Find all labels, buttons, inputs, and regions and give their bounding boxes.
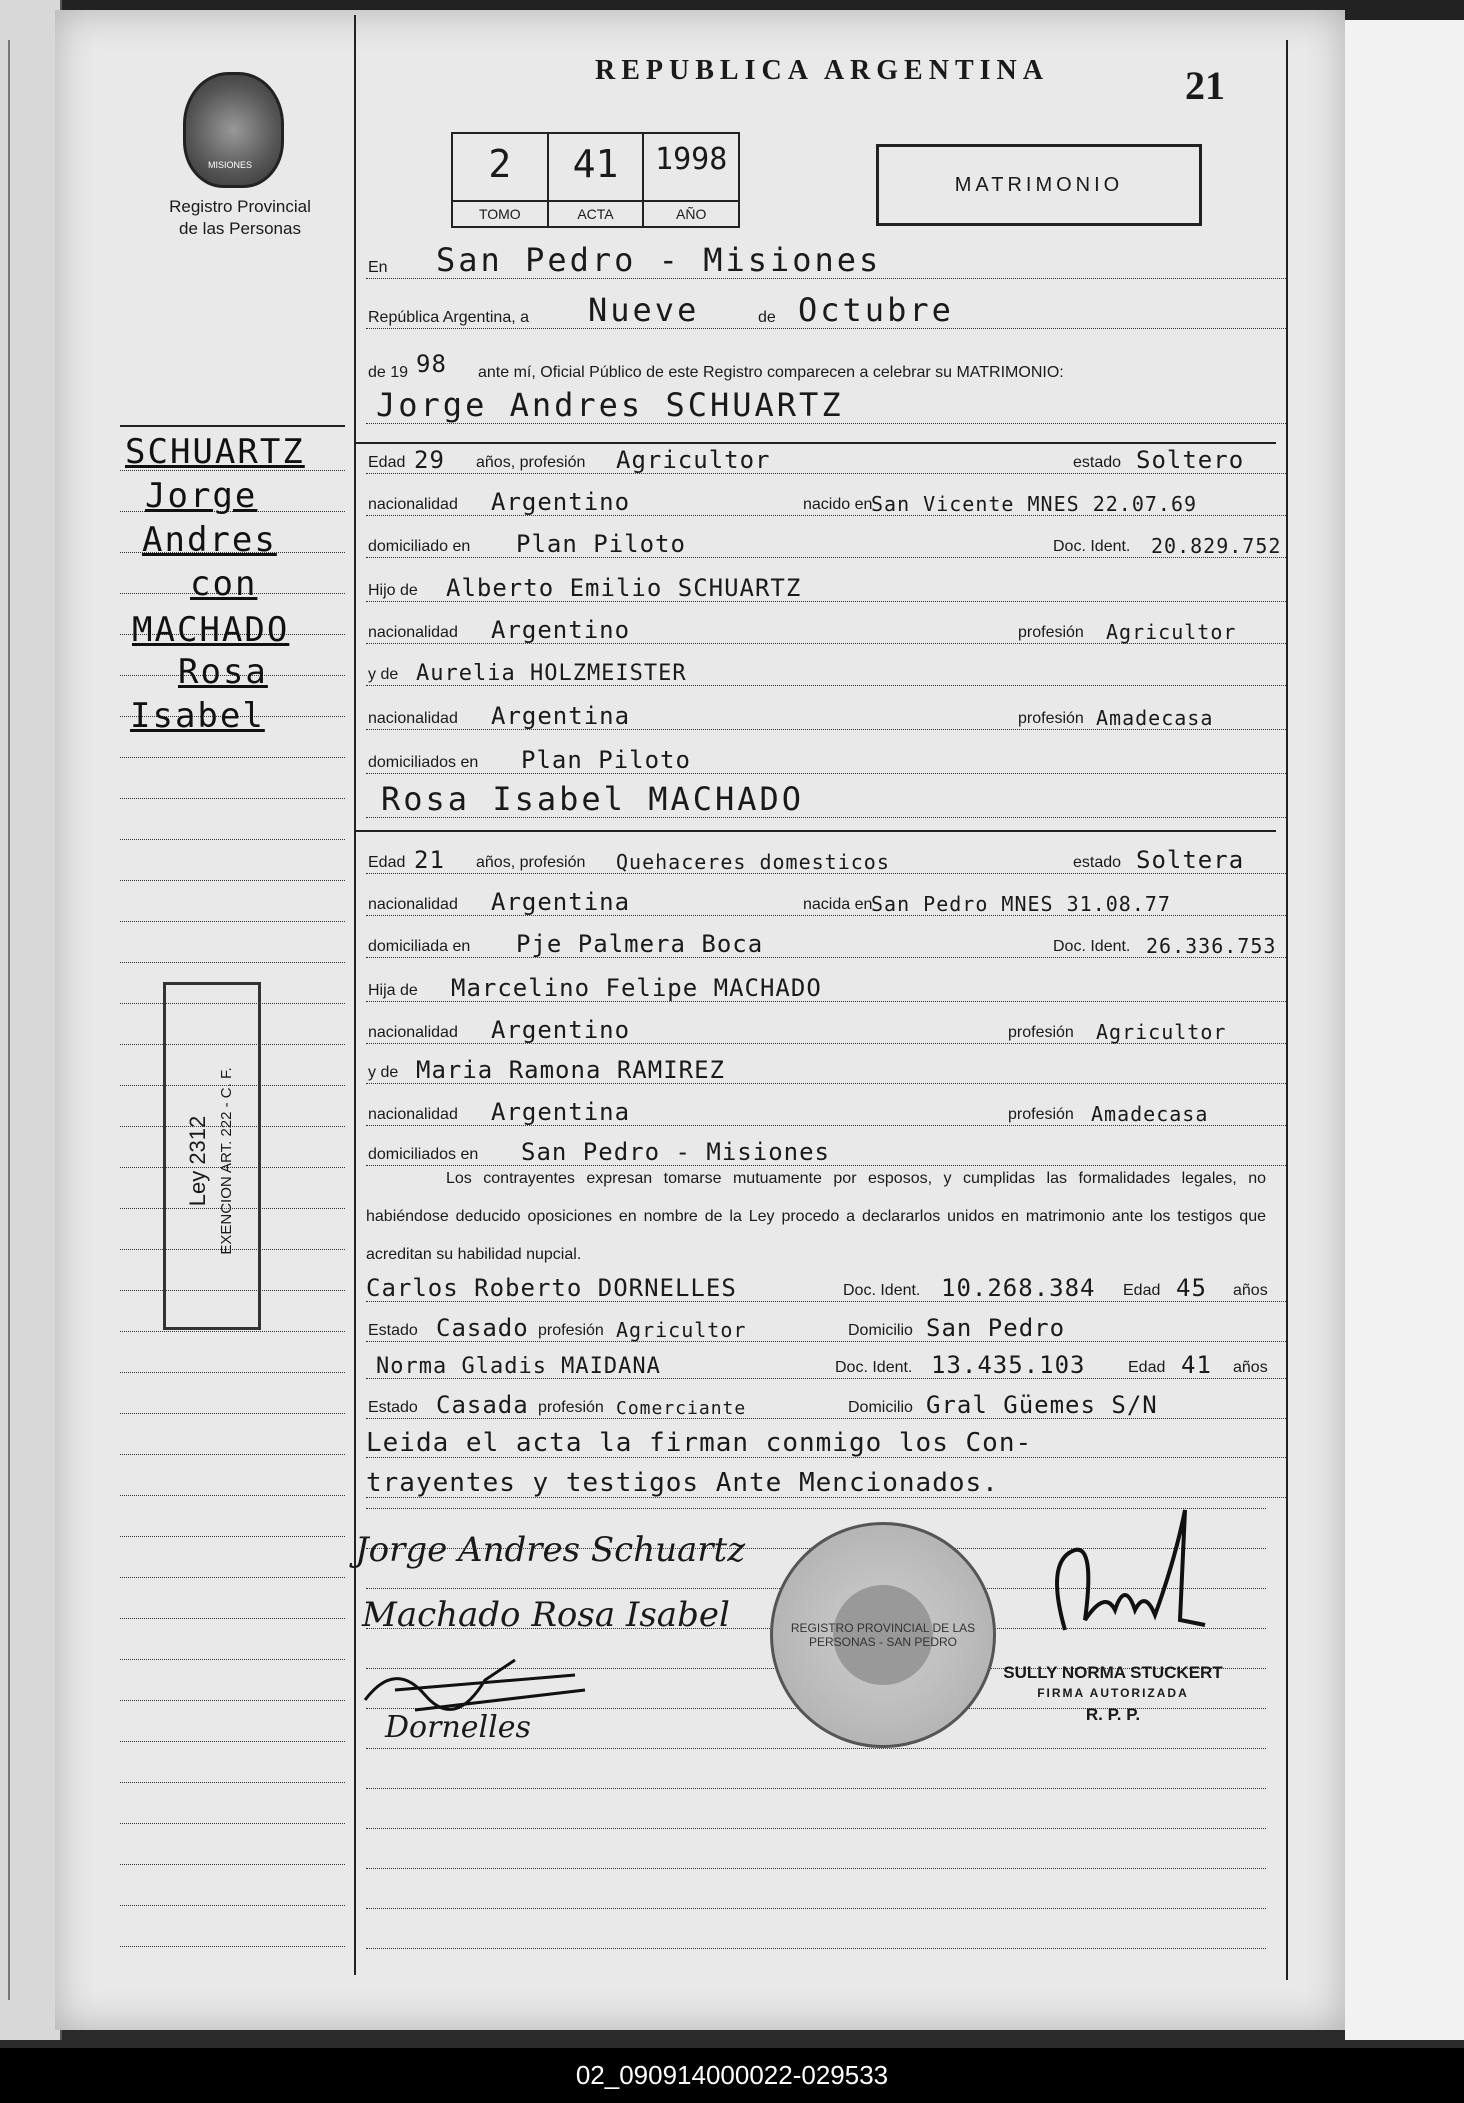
body-ruled-line bbox=[366, 1788, 1266, 1789]
month-value: Octubre bbox=[798, 291, 954, 329]
row-bride-nationality bbox=[366, 882, 1286, 922]
witness1-signature: Dornelles bbox=[385, 1710, 531, 1745]
row-witness2 bbox=[366, 1345, 1286, 1385]
officer-org: R. P. P. bbox=[1085, 1705, 1141, 1724]
w2-age: 41 bbox=[1181, 1351, 1212, 1379]
row-groom-parents-domicile bbox=[366, 740, 1286, 780]
w1-profession: Agricultor bbox=[616, 1318, 747, 1342]
bride-nationality: Argentina bbox=[491, 888, 631, 916]
registry-name-line2: de las Personas bbox=[179, 219, 301, 238]
margin-ruled-line bbox=[120, 880, 345, 881]
bride-profession: Quehaceres domesticos bbox=[616, 850, 890, 874]
hijo-label: Hijo de bbox=[368, 582, 418, 599]
groom-profession: Agricultor bbox=[616, 446, 771, 474]
w2-anos-label: años bbox=[1233, 1359, 1268, 1376]
margin-ruled-line bbox=[120, 962, 345, 963]
header-title: REPUBLICA ARGENTINA bbox=[595, 55, 1049, 86]
row-bride-name bbox=[366, 780, 1286, 824]
groom-signature: Jorge Andres Schuartz bbox=[355, 1530, 746, 1570]
bride-parents-domicile: San Pedro - Misiones bbox=[521, 1138, 830, 1166]
officer-title: FIRMA AUTORIZADA bbox=[1037, 1686, 1189, 1700]
body-ruled-line bbox=[366, 1868, 1266, 1869]
margin-surname-bride: MACHADO bbox=[132, 610, 290, 650]
row-groom-mother-nat bbox=[366, 696, 1286, 736]
margin-ruled-line bbox=[120, 1864, 345, 1865]
margin-ruled-line bbox=[120, 757, 345, 758]
margin-ruled-line bbox=[120, 1413, 345, 1414]
w1-doc: 10.268.384 bbox=[941, 1274, 1096, 1302]
law-stamp-line1: Ley 2312 bbox=[185, 1115, 210, 1207]
bm-nac-label: nacionalidad bbox=[368, 1106, 458, 1123]
bride-name: Rosa Isabel MACHADO bbox=[381, 780, 805, 818]
bride-father-nationality: Argentino bbox=[491, 1016, 631, 1044]
bf-nac-label: nacionalidad bbox=[368, 1024, 458, 1041]
row-bride-father bbox=[366, 968, 1286, 1008]
body-ruled-line bbox=[366, 1748, 1266, 1749]
gm-prof-label: profesión bbox=[1018, 710, 1084, 727]
row-groom-mother bbox=[366, 652, 1286, 692]
bp-dom-label: domiciliados en bbox=[368, 1146, 479, 1163]
w1-estado-label: Estado bbox=[368, 1322, 418, 1339]
row-bride-mother bbox=[366, 1050, 1286, 1090]
registry-name bbox=[140, 196, 340, 240]
registry-logo-icon bbox=[183, 72, 284, 188]
bride-age: 21 bbox=[414, 846, 445, 874]
margin-ruled-line bbox=[120, 1536, 345, 1537]
groom-nac-label: nacionalidad bbox=[368, 496, 458, 513]
year-suffix: 98 bbox=[416, 350, 447, 378]
ano-value: 1998 bbox=[655, 142, 728, 177]
bride-edad-label: Edad bbox=[368, 854, 406, 871]
hija-label: Hija de bbox=[368, 982, 418, 999]
row-date bbox=[366, 291, 1286, 335]
law-exemption-stamp bbox=[163, 982, 261, 1330]
tomo-cell bbox=[453, 134, 549, 226]
groom-father-profession: Agricultor bbox=[1106, 620, 1237, 644]
w2-profession: Comerciante bbox=[616, 1398, 747, 1419]
footer-code: 02_090914000022-029533 bbox=[0, 2048, 1464, 2103]
margin-ruled-line bbox=[120, 1372, 345, 1373]
row-closing1 bbox=[366, 1424, 1286, 1464]
row-closing2 bbox=[366, 1464, 1286, 1504]
record-number-box bbox=[451, 132, 740, 228]
bride-anos-label: años, profesión bbox=[476, 854, 586, 871]
bride-mother: Maria Ramona RAMIREZ bbox=[416, 1056, 725, 1084]
margin-ruled-line bbox=[120, 1331, 345, 1332]
bride-father: Marcelino Felipe MACHADO bbox=[451, 974, 822, 1002]
bride-status: Soltera bbox=[1136, 846, 1245, 874]
row-witness2-details bbox=[366, 1385, 1286, 1425]
gf-nac-label: nacionalidad bbox=[368, 624, 458, 641]
day-value: Nueve bbox=[588, 291, 700, 329]
bride-signature: Machado Rosa Isabel bbox=[362, 1595, 730, 1635]
bride-domiciliada-label: domiciliada en bbox=[368, 938, 471, 955]
closing-line1: Leida el acta la firman conmigo los Con- bbox=[366, 1428, 1033, 1458]
margin-ruled-line bbox=[120, 839, 345, 840]
gm-nac-label: nacionalidad bbox=[368, 710, 458, 727]
w1-name: Carlos Roberto DORNELLES bbox=[366, 1274, 737, 1302]
year-prefix: de 19 bbox=[368, 364, 409, 381]
w2-dom-label: Domicilio bbox=[848, 1399, 913, 1416]
row-witness1 bbox=[366, 1268, 1286, 1308]
w1-doc-label: Doc. Ident. bbox=[843, 1282, 921, 1299]
gf-prof-label: profesión bbox=[1018, 624, 1084, 641]
row-bride-age bbox=[366, 840, 1286, 880]
bride-section-rule bbox=[356, 830, 1276, 832]
margin-ruled-line bbox=[120, 1618, 345, 1619]
closing-line2: trayentes y testigos Ante Mencionados. bbox=[366, 1468, 999, 1498]
bride-birth: San Pedro MNES 31.08.77 bbox=[871, 892, 1171, 916]
margin-ruled-line bbox=[120, 1946, 345, 1947]
groom-name: Jorge Andres SCHUARTZ bbox=[376, 386, 844, 424]
groom-estado-label: estado bbox=[1073, 454, 1122, 471]
margin-top-rule bbox=[120, 425, 345, 427]
row-witness1-details bbox=[366, 1308, 1286, 1348]
logo-text: MISIONES bbox=[207, 160, 252, 170]
margin-ruled-line bbox=[120, 1741, 345, 1742]
row-bride-father-nat bbox=[366, 1010, 1286, 1050]
row-place bbox=[366, 241, 1286, 285]
row-groom-domicile bbox=[366, 524, 1286, 564]
right-border-line bbox=[1286, 40, 1288, 1980]
bm-yde-label: y de bbox=[368, 1064, 399, 1081]
w2-doc: 13.435.103 bbox=[931, 1351, 1086, 1379]
bride-estado-label: estado bbox=[1073, 854, 1122, 871]
groom-domicile: Plan Piloto bbox=[516, 530, 686, 558]
bride-domicile: Pje Palmera Boca bbox=[516, 930, 764, 958]
groom-age: 29 bbox=[414, 446, 445, 474]
groom-status: Soltero bbox=[1136, 446, 1245, 474]
row-bride-domicile bbox=[366, 924, 1286, 964]
groom-mother-nationality: Argentina bbox=[491, 702, 631, 730]
bride-doc: 26.336.753 bbox=[1146, 934, 1277, 958]
row-groom-father bbox=[366, 568, 1286, 608]
margin-ruled-line bbox=[120, 1495, 345, 1496]
margin-ruled-line bbox=[120, 1659, 345, 1660]
right-page-edge bbox=[1345, 20, 1464, 2040]
margin-ruled-line bbox=[120, 1700, 345, 1701]
row-groom-father-nat bbox=[366, 610, 1286, 650]
rep-label: República Argentina, a bbox=[368, 309, 529, 326]
groom-mother: Aurelia HOLZMEISTER bbox=[416, 661, 687, 686]
groom-nationality: Argentino bbox=[491, 488, 631, 516]
body-ruled-line bbox=[366, 1908, 1266, 1909]
margin-ruled-line bbox=[120, 1905, 345, 1906]
groom-edad-label: Edad bbox=[368, 454, 406, 471]
groom-domiciliado-label: domiciliado en bbox=[368, 538, 471, 555]
margin-name-andres: Andres bbox=[142, 520, 277, 560]
w2-doc-label: Doc. Ident. bbox=[835, 1359, 913, 1376]
margin-name-jorge: Jorge bbox=[145, 476, 258, 516]
row-groom-age bbox=[366, 440, 1286, 480]
bf-prof-label: profesión bbox=[1008, 1024, 1074, 1041]
place-value: San Pedro - Misiones bbox=[436, 241, 882, 279]
w1-dom-label: Domicilio bbox=[848, 1322, 913, 1339]
w1-status: Casado bbox=[436, 1314, 529, 1342]
officer-signature bbox=[1035, 1500, 1215, 1660]
seal-text: REGISTRO PROVINCIAL DE LAS PERSONAS - SAN PEDRO bbox=[790, 1621, 976, 1649]
bride-doc-label: Doc. Ident. bbox=[1053, 938, 1131, 955]
w2-estado-label: Estado bbox=[368, 1399, 418, 1416]
groom-doc-label: Doc. Ident. bbox=[1053, 538, 1131, 555]
acta-label: ACTA bbox=[549, 200, 643, 226]
margin-ruled-line bbox=[120, 1782, 345, 1783]
margin-ruled-line bbox=[120, 921, 345, 922]
w2-edad-label: Edad bbox=[1128, 1359, 1166, 1376]
officer-block bbox=[978, 1662, 1248, 1725]
groom-mother-profession: Amadecasa bbox=[1096, 706, 1214, 730]
tomo-label: TOMO bbox=[453, 200, 547, 226]
gm-yde-label: y de bbox=[368, 666, 399, 683]
registry-seal bbox=[770, 1522, 996, 1748]
margin-ruled-line bbox=[120, 798, 345, 799]
w1-age: 45 bbox=[1176, 1274, 1207, 1302]
bride-nac-label: nacionalidad bbox=[368, 896, 458, 913]
ano-cell bbox=[644, 134, 738, 226]
bride-mother-nationality: Argentina bbox=[491, 1098, 631, 1126]
w1-domicile: San Pedro bbox=[926, 1314, 1066, 1342]
declaration-text: Los contrayentes expresan tomarse mutuamente por esposos, y cumplidas las formalidades legales, no habiéndose deducido oposiciones en nombre de la Ley procedo a declararlos unidos en matrimonio ante los testigos que acreditan su habilidad nupcial. bbox=[366, 1170, 1266, 1263]
margin-ruled-line bbox=[120, 1577, 345, 1578]
row-groom-nationality bbox=[366, 482, 1286, 522]
groom-birth: San Vicente MNES 22.07.69 bbox=[871, 492, 1198, 516]
tomo-value: 2 bbox=[488, 142, 512, 186]
law-stamp-line2: EXENCION ART. 222 - C. F. bbox=[218, 1067, 235, 1255]
de-label: de bbox=[758, 309, 776, 326]
en-label: En bbox=[368, 259, 388, 276]
row-year bbox=[366, 350, 1286, 390]
margin-name-rosa: Rosa bbox=[178, 652, 268, 692]
margin-surname-groom: SCHUARTZ bbox=[125, 432, 305, 472]
page-number: 21 bbox=[1185, 63, 1225, 108]
row-bride-mother-nat bbox=[366, 1092, 1286, 1132]
bride-father-profession: Agricultor bbox=[1096, 1020, 1227, 1044]
registry-name-line1: Registro Provincial bbox=[169, 197, 311, 216]
w1-anos-label: años bbox=[1233, 1282, 1268, 1299]
w2-name: Norma Gladis MAIDANA bbox=[376, 1354, 661, 1379]
bm-prof-label: profesión bbox=[1008, 1106, 1074, 1123]
body-ruled-line bbox=[366, 1828, 1266, 1829]
officer-name: SULLY NORMA STUCKERT bbox=[1003, 1663, 1223, 1682]
act-type-box: MATRIMONIO bbox=[876, 144, 1202, 226]
groom-nacido-label: nacido en bbox=[803, 496, 873, 513]
margin-ruled-line bbox=[120, 1454, 345, 1455]
w1-edad-label: Edad bbox=[1123, 1282, 1161, 1299]
groom-parents-domicile: Plan Piloto bbox=[521, 746, 691, 774]
acta-value: 41 bbox=[572, 142, 619, 186]
groom-father: Alberto Emilio SCHUARTZ bbox=[446, 574, 802, 602]
groom-father-nationality: Argentino bbox=[491, 616, 631, 644]
left-page-edge bbox=[0, 0, 62, 2040]
w2-prof-label: profesión bbox=[538, 1399, 604, 1416]
acta-cell bbox=[549, 134, 645, 226]
law-stamp-text bbox=[185, 996, 237, 1326]
intro-text: ante mí, Oficial Público de este Registro comparecen a celebrar su MATRIMONIO: bbox=[478, 364, 1064, 381]
groom-anos-label: años, profesión bbox=[476, 454, 586, 471]
w2-status: Casada bbox=[436, 1391, 529, 1419]
gp-dom-label: domiciliados en bbox=[368, 754, 479, 771]
body-ruled-line bbox=[366, 1948, 1266, 1949]
bride-nacida-label: nacida en bbox=[803, 896, 873, 913]
margin-con: con bbox=[190, 564, 258, 604]
witness2-signature bbox=[355, 1640, 595, 1720]
w2-domicile: Gral Güemes S/N bbox=[926, 1391, 1158, 1419]
margin-name-isabel: Isabel bbox=[130, 696, 265, 736]
ano-label: AÑO bbox=[644, 200, 738, 226]
groom-doc: 20.829.752 bbox=[1151, 534, 1282, 558]
margin-ruled-line bbox=[120, 1823, 345, 1824]
w1-prof-label: profesión bbox=[538, 1322, 604, 1339]
row-groom-name bbox=[366, 386, 1286, 430]
bride-mother-profession: Amadecasa bbox=[1091, 1102, 1209, 1126]
